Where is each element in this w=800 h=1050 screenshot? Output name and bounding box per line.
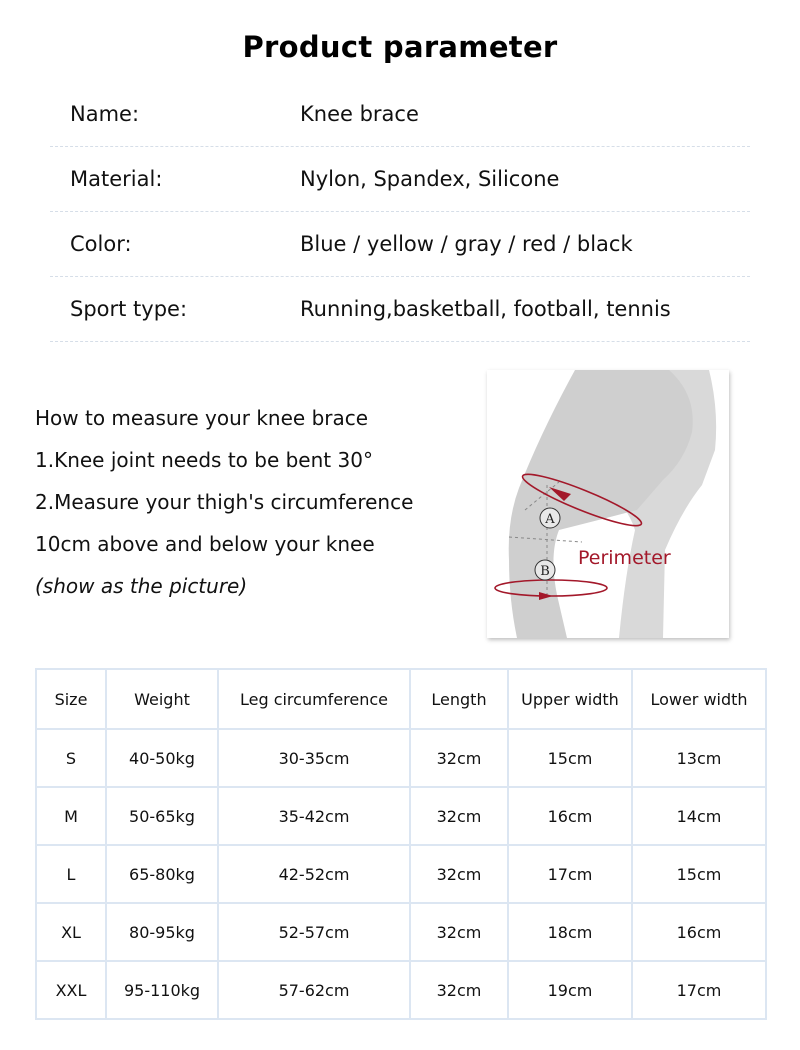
cell-length: 32cm [410,961,508,1019]
cell-leg-circumference: 52-57cm [218,903,410,961]
parameter-list [50,82,750,342]
param-label: Material: [70,167,163,191]
cell-lower-width: 14cm [632,787,766,845]
header-size: Size [36,669,106,729]
param-value: Nylon, Spandex, Silicone [300,167,560,191]
knee-measure-diagram [487,370,729,638]
cell-size: XL [36,903,106,961]
cell-length: 32cm [410,845,508,903]
perimeter-label: Perimeter [578,547,671,569]
cell-size: S [36,729,106,787]
cell-lower-width: 17cm [632,961,766,1019]
table-row [36,845,766,903]
param-label: Color: [70,232,132,256]
measure-heading: How to measure your knee brace [35,406,369,430]
cell-upper-width: 15cm [508,729,632,787]
measure-step-2: 2.Measure your thigh's circumference [35,490,414,514]
cell-weight: 95-110kg [106,961,218,1019]
cell-weight: 80-95kg [106,903,218,961]
cell-size: L [36,845,106,903]
table-header-row [36,669,766,729]
cell-leg-circumference: 57-62cm [218,961,410,1019]
size-table [35,668,767,1020]
measure-instructions [35,400,475,610]
cell-leg-circumference: 30-35cm [218,729,410,787]
cell-leg-circumference: 35-42cm [218,787,410,845]
page-title: Product parameter [242,30,558,64]
cell-lower-width: 16cm [632,903,766,961]
measure-note: (show as the picture) [35,574,248,598]
cell-leg-circumference: 42-52cm [218,845,410,903]
cell-upper-width: 18cm [508,903,632,961]
header-length: Length [410,669,508,729]
cell-length: 32cm [410,787,508,845]
table-row [36,903,766,961]
leg-illustration [487,370,729,638]
marker-b-label: B [540,564,550,579]
cell-lower-width: 15cm [632,845,766,903]
cell-upper-width: 17cm [508,845,632,903]
cell-lower-width: 13cm [632,729,766,787]
table-row [36,787,766,845]
param-row-name [50,82,750,147]
header-weight: Weight [106,669,218,729]
cell-upper-width: 16cm [508,787,632,845]
cell-upper-width: 19cm [508,961,632,1019]
table-row [36,961,766,1019]
cell-length: 32cm [410,903,508,961]
cell-weight: 40-50kg [106,729,218,787]
cell-weight: 50-65kg [106,787,218,845]
header-upper-width: Upper width [508,669,632,729]
header-leg-circumference: Leg circumference [218,669,410,729]
cell-size: M [36,787,106,845]
header-lower-width: Lower width [632,669,766,729]
param-label: Sport type: [70,297,188,321]
table-row [36,729,766,787]
param-row-color [50,212,750,277]
param-value: Blue / yellow / gray / red / black [300,232,633,256]
param-value: Knee brace [300,102,419,126]
param-row-material [50,147,750,212]
param-label: Name: [70,102,140,126]
param-row-sport-type [50,277,750,342]
param-value: Running,basketball, football, tennis [300,297,671,321]
cell-length: 32cm [410,729,508,787]
measure-step-1: 1.Knee joint needs to be bent 30° [35,448,373,472]
cell-weight: 65-80kg [106,845,218,903]
measure-step-2-cont: 10cm above and below your knee [35,532,375,556]
cell-size: XXL [36,961,106,1019]
marker-a-label: A [545,512,555,527]
